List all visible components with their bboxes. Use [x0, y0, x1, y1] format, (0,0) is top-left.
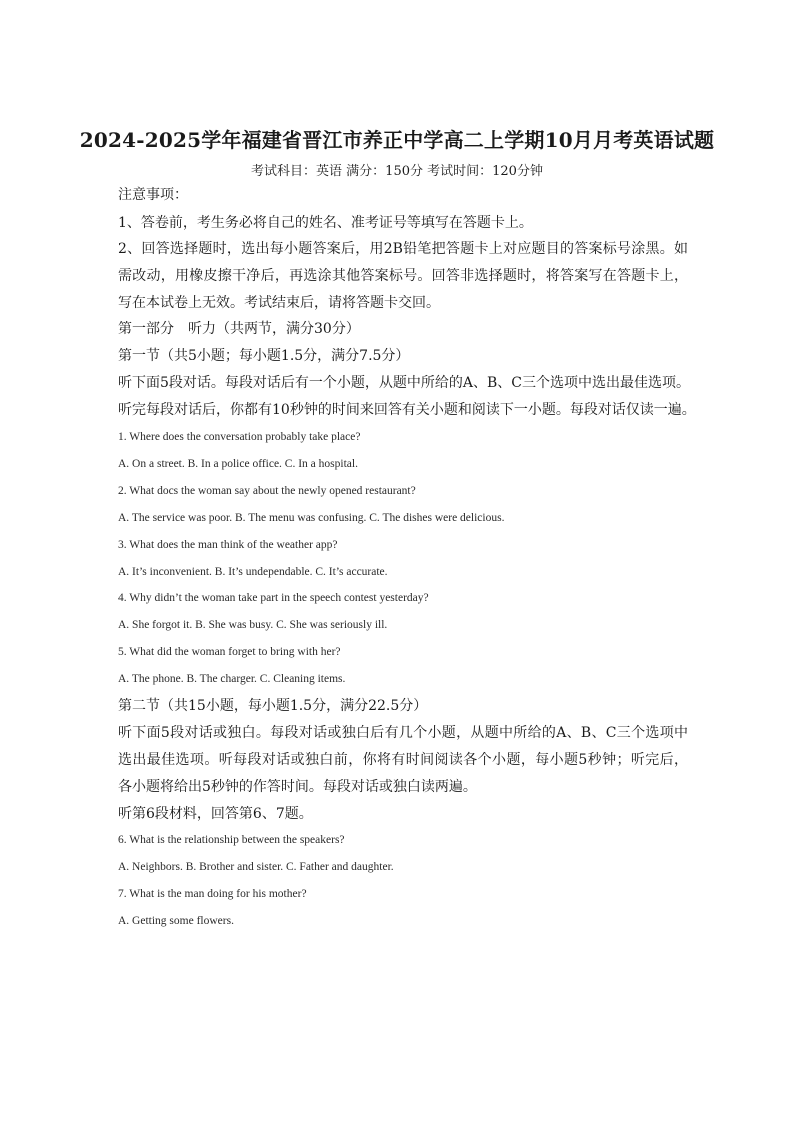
question-3: 3. What does the man think of the weather app? [118, 539, 338, 551]
question-1: 1. Where does the conversation probably take place? [118, 431, 361, 443]
question-5: 5. What did the woman forget to bring with her? [118, 646, 341, 658]
material-6-heading: 听第6段材料，回答第6、7题。 [118, 806, 313, 822]
question-7: 7. What is the man doing for his mother? [118, 888, 307, 900]
question-6: 6. What is the relationship between the speakers? [118, 834, 345, 846]
question-4: 4. Why didn’t the woman take part in the speech contest yesterday? [118, 592, 429, 604]
section1-instructions-line-1: 听下面5段对话。每段对话后有一个小题，从题中所给的A、B、C三个选项中选出最佳选项。 [118, 375, 691, 391]
question-6-options: A. Neighbors. B. Brother and sister. C. Father and daughter. [118, 861, 394, 873]
question-2: 2. What docs the woman say about the newly opened restaurant? [118, 485, 416, 497]
notes-item-2-line-1: 2、回答选择题时，选出每小题答案后，用2B铅笔把答题卡上对应题目的答案标号涂黑。如 [118, 241, 688, 257]
section2-instructions-line-3: 各小题将给出5秒钟的作答时间。每段对话或独白读两遍。 [118, 779, 477, 795]
question-2-options: A. The service was poor. B. The menu was confusing. C. The dishes were delicious. [118, 512, 505, 524]
section1-heading: 第一节（共5小题；每小题1.5分，满分7.5分） [118, 348, 410, 364]
notes-item-2-line-2: 需改动，用橡皮擦干净后，再选涂其他答案标号。回答非选择题时，将答案写在答题卡上， [118, 268, 688, 284]
question-5-options: A. The phone. B. The charger. C. Cleaning items. [118, 673, 346, 685]
section2-instructions-line-1: 听下面5段对话或独白。每段对话或独白后有几个小题，从题中所给的A、B、C三个选项中 [118, 725, 688, 741]
section2-heading: 第二节（共15小题，每小题1.5分，满分22.5分） [118, 698, 428, 714]
question-4-options: A. She forgot it. B. She was busy. C. She was seriously ill. [118, 619, 388, 631]
section1-instructions-line-2: 听完每段对话后，你都有10秒钟的时间来回答有关小题和阅读下一小题。每段对话仅读一遍。 [118, 402, 696, 418]
notes-item-2-line-3: 写在本试卷上无效。考试结束后，请将答题卡交回。 [118, 295, 440, 311]
question-3-options: A. It’s inconvenient. B. It’s undependable. C. It’s accurate. [118, 566, 388, 578]
notes-heading: 注意事项： [118, 187, 188, 203]
exam-subtitle: 考试科目：英语 满分：150分 考试时间：120分钟 [251, 164, 543, 179]
part1-heading: 第一部分 听力（共两节，满分30分） [118, 321, 360, 337]
exam-title: 2024-2025学年福建省晋江市养正中学高二上学期10月月考英语试题 [79, 128, 715, 152]
question-1-options: A. On a street. B. In a police office. C. In a hospital. [118, 458, 358, 470]
notes-item-1: 1、答卷前，考生务必将自己的姓名、准考证号等填写在答题卡上。 [118, 215, 533, 231]
question-7-options: A. Getting some flowers. [118, 915, 234, 927]
section2-instructions-line-2: 选出最佳选项。听每段对话或独白前，你将有时间阅读各个小题，每小题5秒钟；听完后， [118, 752, 688, 768]
